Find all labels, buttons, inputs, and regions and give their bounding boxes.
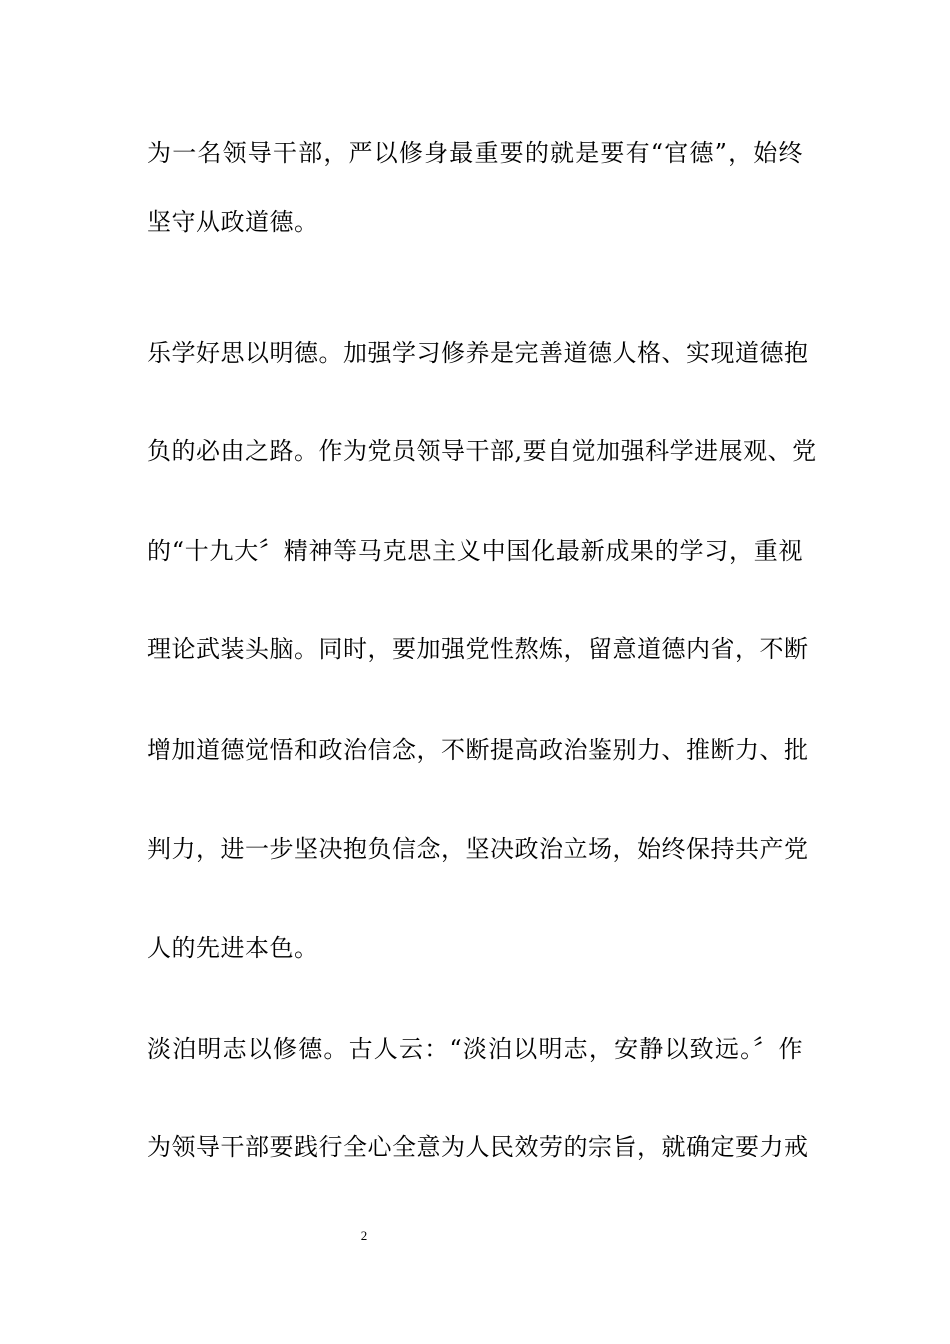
- page-number: 2: [360, 1228, 368, 1243]
- text-line: 增加道德觉悟和政治信念，不断提高政治鉴别力、推断力、批: [147, 736, 809, 764]
- text-line: 人的先进本色。: [147, 934, 319, 962]
- text-line: 淡泊明志以修德。古人云：“淡泊以明志，安静以致远。〞作: [147, 1035, 803, 1063]
- text-line: 为领导干部要践行全心全意为人民效劳的宗旨，就确定要力戒: [147, 1133, 809, 1161]
- text-line: 坚守从政道德。: [147, 208, 319, 236]
- text-line: 为一名领导干部，严以修身最重要的就是要有“官德”，始终: [147, 139, 803, 167]
- text-line: 负的必由之路。作为党员领导干部,要自觉加强科学进展观、党: [147, 437, 817, 465]
- text-line: 理论武装头脑。同时，要加强党性熬炼，留意道德内省，不断: [147, 635, 809, 663]
- text-line: 的“十九大〞精神等马克思主义中国化最新成果的学习，重视: [147, 537, 803, 565]
- text-line: 乐学好思以明德。加强学习修养是完善道德人格、实现道德抱: [147, 339, 809, 367]
- text-line: 判力，进一步坚决抱负信念，坚决政治立场，始终保持共产党: [147, 835, 809, 863]
